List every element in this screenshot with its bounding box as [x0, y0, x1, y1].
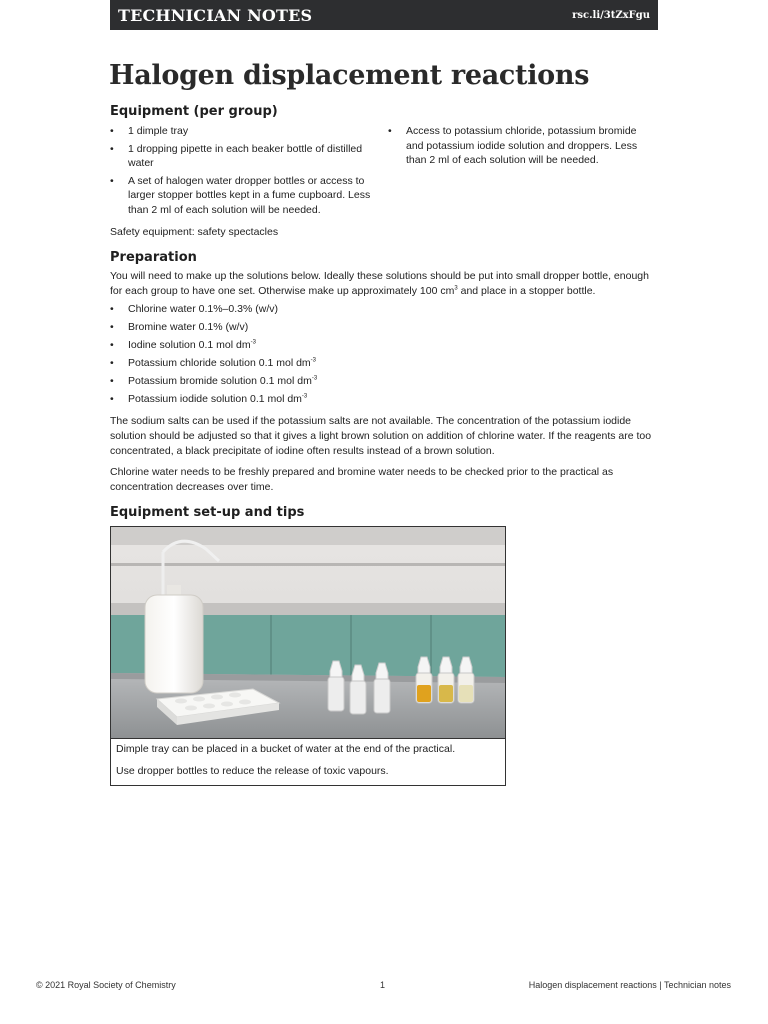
list-item: • 1 dropping pipette in each beaker bottle of distilled water	[110, 142, 378, 171]
footer-page-number: 1	[380, 980, 386, 990]
safety-note: Safety equipment: safety spectacles	[110, 226, 279, 238]
list-item: • Potassium bromide solution 0.1 mol $dm^{-3}$	[110, 374, 317, 389]
caption-line: Dimple tray can be placed in a bucket of water at the end of the practical.	[116, 743, 456, 755]
list-item: • Iodine solution 0.1 mol $dm^{-3}$	[110, 338, 317, 353]
preparation-intro: You will need to make up the solutions below. Ideally these solutions should be put into small dropper bottle, enough for each group to have one set. Otherwise make up approximately 100 $cm^3$ and place in a stopper bottle.	[110, 270, 649, 297]
sodium-salts-paragraph: The sodium salts can be used if the potassium salts are not available. The concentration of the potassium iodide solution should be adjusted so that it gives a light brown solution on addition of chlorine water. If the reagents are too concentrated, a black precipitate of iodine often results instead of a brown solution.	[110, 415, 652, 457]
list-item: • A set of halogen water dropper bottles or access to larger stopper bottles kept in a fume cupboard. Less than 2 ml of each solution will be needed.	[110, 174, 378, 218]
equipment-left-column	[110, 124, 378, 220]
list-item: • Potassium chloride solution 0.1 mol $dm^{-3}$	[110, 356, 317, 371]
setup-figure	[110, 526, 506, 786]
preparation-heading: Preparation	[110, 250, 197, 265]
footer-document-title: Halogen displacement reactions | Technician notes	[528, 980, 731, 990]
equipment-photo	[111, 527, 505, 738]
freshness-paragraph: Chlorine water needs to be freshly prepared and bromine water needs to be checked prior to the practical as concentration decreases over time.	[110, 466, 614, 493]
footer-copyright: © 2021 Royal Society of Chemistry	[36, 980, 176, 990]
list-item: • Potassium iodide solution 0.1 mol $dm^{-3}$	[110, 392, 317, 407]
equipment-right-column	[388, 124, 650, 171]
list-item: • Access to potassium chloride, potassium bromide and potassium iodide solution and droppers. Less than 2 ml of each solution will be needed.	[388, 124, 650, 168]
page-title: Halogen displacement reactions	[109, 60, 590, 91]
list-item: • Bromine water 0.1% (w/v)	[110, 320, 317, 335]
equipment-heading: Equipment (per group)	[110, 104, 278, 119]
equipment-photo-illustration	[111, 527, 505, 738]
caption-line: Use dropper bottles to reduce the release of toxic vapours.	[116, 765, 389, 777]
solution-list	[110, 302, 317, 410]
header-title: TECHNICIAN NOTES	[118, 5, 313, 25]
setup-heading: Equipment set-up and tips	[110, 505, 305, 520]
list-item: • Chlorine water 0.1%–0.3% (w/v)	[110, 302, 317, 317]
header-link[interactable]: rsc.li/3tZxFgu	[572, 9, 650, 21]
list-item: • 1 dimple tray	[110, 124, 378, 139]
figure-caption	[111, 738, 505, 785]
header-bar	[110, 0, 658, 30]
